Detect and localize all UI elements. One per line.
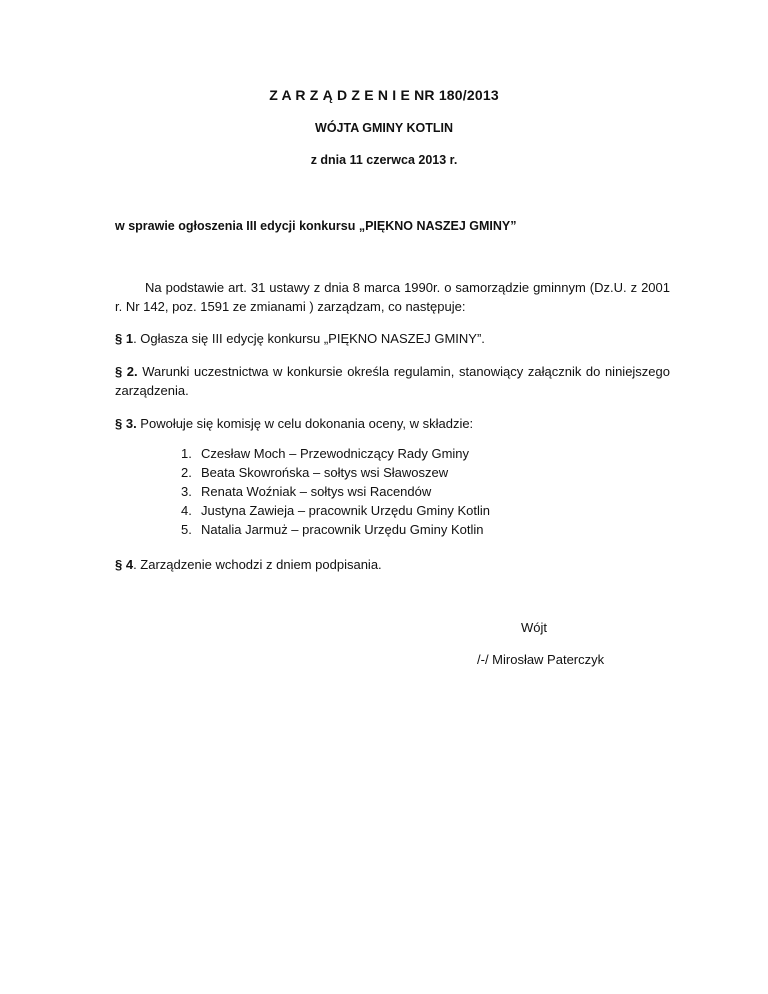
list-number: 1. — [181, 446, 192, 461]
list-item — [181, 501, 490, 520]
section-number: § 1 — [115, 331, 134, 346]
signatory-name: /-/ Mirosław Paterczyk — [477, 652, 605, 667]
list-text: Natalia Jarmuż – pracownik Urzędu Gminy Kotlin — [201, 522, 484, 537]
ordinance-date: z dnia 11 czerwca 2013 r. — [310, 153, 458, 167]
list-item — [181, 520, 490, 539]
list-text: Beata Skowrońska – sołtys wsi Sławoszew — [201, 465, 449, 480]
list-text: Renata Woźniak – sołtys wsi Racendów — [201, 484, 432, 499]
committee-list — [181, 444, 490, 539]
ordinance-issuer: WÓJTA GMINY KOTLIN — [315, 121, 453, 135]
list-text: Czesław Moch – Przewodniczący Rady Gminy — [201, 446, 470, 461]
section-number: § 4 — [115, 557, 134, 572]
list-number: 5. — [181, 522, 192, 537]
list-item — [181, 463, 490, 482]
list-number: 4. — [181, 503, 192, 518]
ordinance-title: Z A R Z Ą D Z E N I E NR 180/2013 — [269, 87, 499, 103]
section-1 — [115, 329, 670, 348]
list-text: Justyna Zawieja – pracownik Urzędu Gminy Kotlin — [201, 503, 491, 518]
list-item — [181, 482, 490, 501]
legal-basis-paragraph: Na podstawie art. 31 ustawy z dnia 8 marca 1990r. o samorządzie gminnym (Dz.U. z 2001 r. Nr 142, poz. 1591 ze zmianami ) zarządzam, co następuje: — [115, 280, 670, 314]
section-number: § 3. — [115, 416, 137, 431]
section-4 — [115, 555, 670, 574]
list-number: 2. — [181, 465, 192, 480]
section-text: . Zarządzenie wchodzi z dniem podpisania. — [133, 557, 382, 572]
list-item — [181, 444, 490, 463]
list-number: 3. — [181, 484, 192, 499]
signatory-title: Wójt — [521, 620, 547, 635]
section-text: Warunki uczestnictwa w konkursie określa regulamin, stanowiący załącznik do niniejszego zarządzenia. — [115, 364, 670, 398]
section-3 — [115, 414, 670, 433]
section-text: Powołuje się komisję w celu dokonania oceny, w składzie: — [136, 416, 474, 431]
section-text: . Ogłasza się III edycję konkursu „PIĘKNO NASZEJ GMINY”. — [133, 331, 485, 346]
section-2 — [115, 362, 670, 400]
ordinance-subject: w sprawie ogłoszenia III edycji konkursu „PIĘKNO NASZEJ GMINY” — [115, 219, 517, 233]
section-number: § 2. — [115, 364, 138, 379]
